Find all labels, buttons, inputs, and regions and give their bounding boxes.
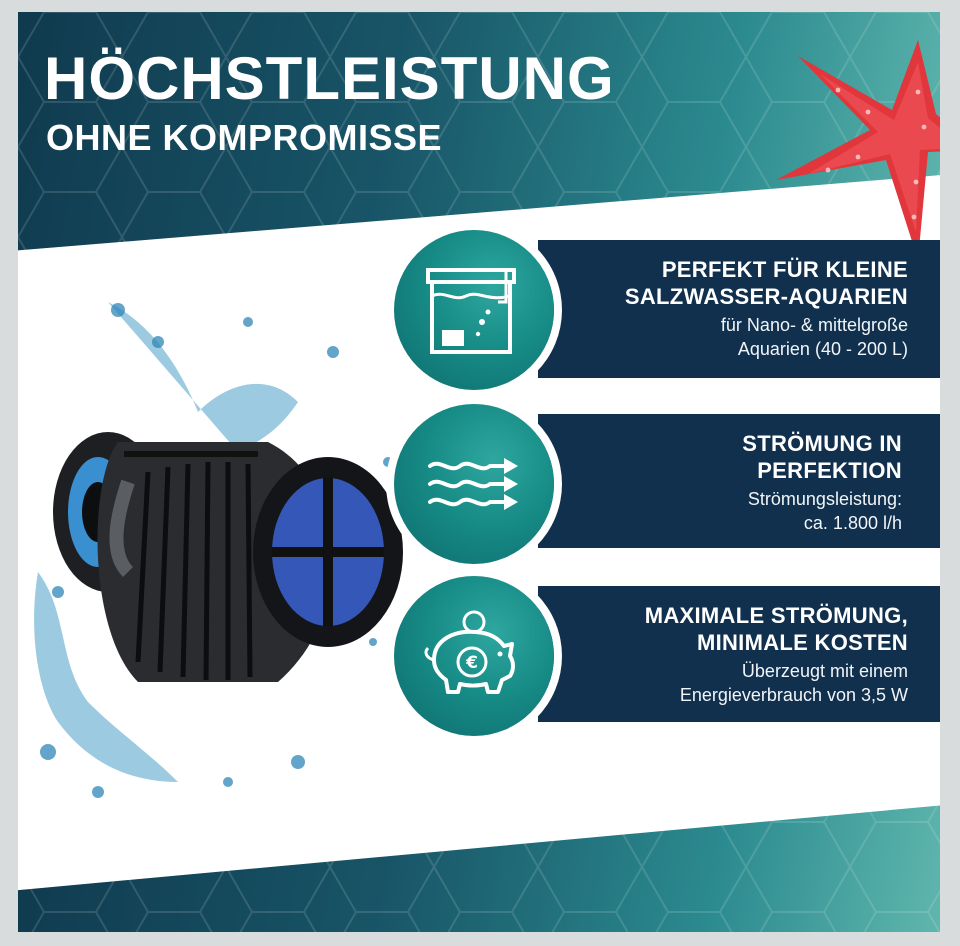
feature-circle-aquarium — [394, 230, 554, 390]
feature-title-line: MAXIMALE STRÖMUNG, — [644, 603, 908, 628]
euro-piggy-bank-icon — [394, 576, 554, 736]
feature-text-aquarium — [625, 256, 908, 361]
water-flow-icon — [394, 404, 554, 564]
feature-title-line: STRÖMUNG IN — [742, 431, 902, 456]
feature-circle-flow — [394, 404, 554, 564]
feature-text-cost — [645, 602, 908, 707]
headline: HÖCHSTLEISTUNG — [44, 45, 615, 112]
feature-description-line: für Nano- & mittelgroße — [720, 315, 908, 335]
product-banner — [18, 12, 940, 932]
feature-title-line: SALZWASSER-AQUARIEN — [624, 284, 908, 309]
feature-text-flow — [742, 430, 902, 535]
subheadline: OHNE KOMPROMISSE — [46, 117, 443, 158]
feature-description-line: Überzeugt mit einem — [741, 661, 908, 681]
feature-title-line: MINIMALE KOSTEN — [696, 630, 908, 655]
feature-description-line: Aquarien (40 - 200 L) — [737, 339, 908, 359]
aquarium-tank-icon — [394, 230, 554, 390]
feature-description-line: Strömungsleistung: — [747, 489, 902, 509]
pump-product-image — [28, 282, 418, 842]
starfish-image — [768, 32, 940, 262]
feature-description-line: Energieverbrauch von 3,5 W — [679, 685, 908, 705]
feature-title-line: PERFEKTION — [757, 458, 902, 483]
feature-description-line: ca. 1.800 l/h — [803, 513, 902, 533]
feature-title-line: PERFEKT FÜR KLEINE — [661, 257, 908, 282]
feature-circle-cost — [394, 576, 554, 736]
svg-text:€: € — [466, 653, 478, 673]
